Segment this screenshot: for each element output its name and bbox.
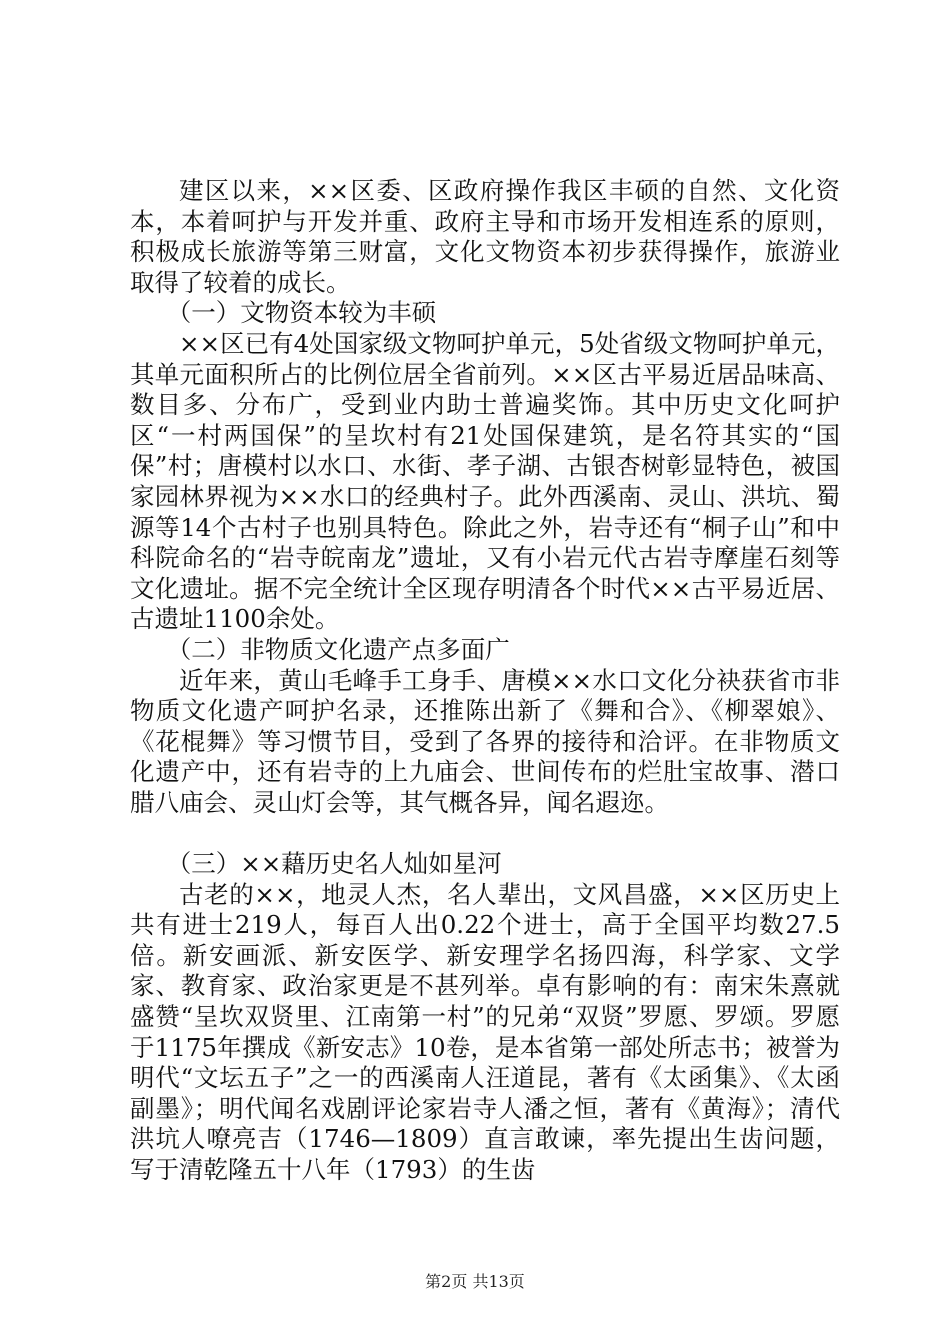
section-heading-cultural-relics: （一）文物资本较为丰硕 <box>166 298 437 328</box>
section-heading-intangible-heritage: （二）非物质文化遗产点多面广 <box>166 634 510 664</box>
paragraph-cultural-relics: ××区已有4处国家级文物呵护单元，5处省级文物呵护单元，其单元面积所占的比例位居全省前列。××区古平易近居品味高、数目多、分布广，受到业内助士普遍奖饰。其中历史文化呵护区“一村两国保”的呈坎村有21处国保建筑，是名符其实的“国保”村；唐模村以水口、水街、孝子湖、古银杏树彰显特色，被国家园林界视为××水口的经典村子。此外西溪南、灵山、洪坑、蜀源等14个古村子也别具特色。除此之外，岩寺还有“桐子山”和中科院命名的“岩寺皖南龙”遗址，又有小岩元代古岩寺摩崖石刻等文化遗址。据不完全统计全区现存明清各个时代××古平易近居、古遗址1100余处。 <box>130 328 840 634</box>
paragraph-intangible-heritage: 近年来，黄山毛峰手工身手、唐模××水口文化分袂获省市非物质文化遗产呵护名录，还推陈出新了《舞和合》、《柳翠娘》、《花棍舞》等习惯节目，受到了各界的接待和洽评。在非物质文化遗产中，还有岩寺的上九庙会、世间传布的烂肚宝故事、潜口腊八庙会、灵山灯会等，其气概各异，闻名遐迩。 <box>130 665 840 817</box>
paragraph-intro: 建区以来，××区委、区政府操作我区丰硕的自然、文化资本，本着呵护与开发并重、政府主导和市场开发相连系的原则，积极成长旅游等第三财富，文化文物资本初步获得操作，旅游业取得了较着的成长。 <box>130 176 840 297</box>
page-number-footer: 第2页 共13页 <box>425 1272 525 1291</box>
section-heading-historical-figures: （三）××藉历史名人灿如星河 <box>166 849 502 879</box>
paragraph-historical-figures: 古老的××，地灵人杰，名人辈出，文风昌盛，××区历史上共有进士219人，每百人出0.22个进士，高于全国平均数27.5倍。新安画派、新安医学、新安理学名扬四海，科学家、文学家、教育家、政治家更是不甚列举。卓有影响的有：南宋朱熹就盛赞“呈坎双贤里、江南第一村”的兄弟“双贤”罗愿、罗颂。罗愿于1175年撰成《新安志》10卷，是本省第一部处所志书；被誉为明代“文坛五子”之一的西溪南人汪道昆，著有《太函集》、《太函副墨》；明代闻名戏剧评论家岩寺人潘之恒，著有《黄海》；清代洪坑人嘹亮吉（1746—1809）直言敢谏，率先提出生齿问题，写于清乾隆五十八年（1793）的生齿 <box>130 879 840 1184</box>
document-body <box>130 176 840 1186</box>
